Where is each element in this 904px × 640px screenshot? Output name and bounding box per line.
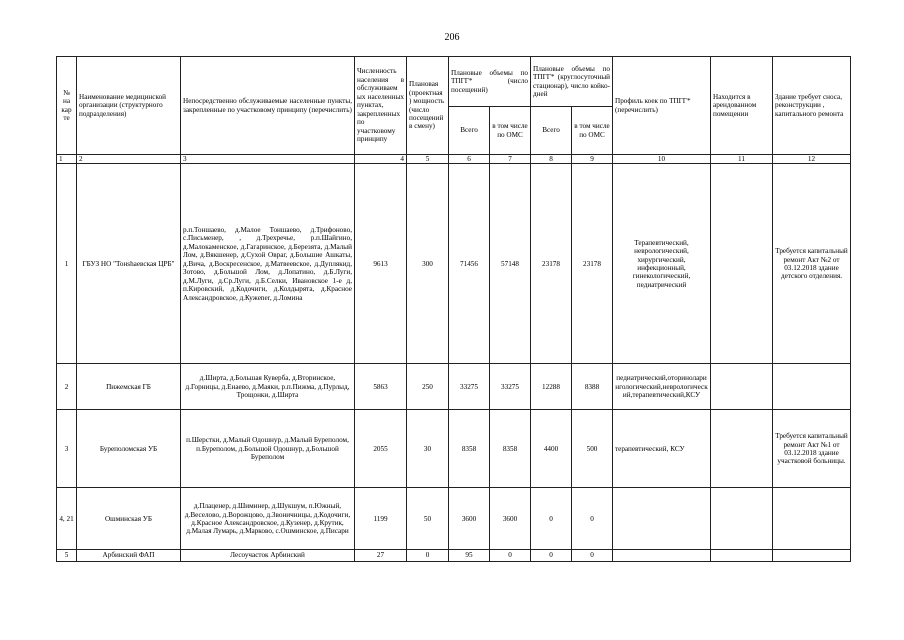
header-amb-total: Всего	[449, 107, 490, 155]
row-amb-oms: 0	[490, 550, 531, 561]
row-org: Арбинский ФАП	[77, 550, 181, 561]
col-number: 6	[449, 155, 490, 164]
column-number-row	[57, 155, 851, 164]
row-repair: Требуется капитальный ремонт Акт №1 от 03.12.2018 здание участковой больницы.	[773, 410, 851, 488]
row-amb-oms: 8358	[490, 410, 531, 488]
header-rented: Находится в арендованном помещении	[711, 57, 773, 155]
row-rented	[711, 550, 773, 561]
row-org: Ошминская УБ	[77, 488, 181, 550]
row-inp-oms: 23178	[572, 164, 613, 364]
row-profile: терапевтический, КСУ	[613, 410, 711, 488]
col-number: 9	[572, 155, 613, 164]
header-num: № на кар те	[57, 57, 77, 155]
header-inpatient-group: Плановые объемы по ТПГГ* (круглосуточный стационар), число койко-дней	[531, 57, 613, 107]
header-profile: Профиль коек по ТПГГ* (перечислить)	[613, 57, 711, 155]
row-inp-total: 12288	[531, 364, 572, 410]
row-points: р.п.Тоншаево, д.Малое Тоншаево, д.Трифоново, с.Письменер, , д.Трехречье, р.п.Шайгино, д.Малокаменское, д.Гагаринское, д.Березята, д.Малый Лом, д.Вякшенер, д.Сухой Овраг, д.Большие Ашкаты, д.Вича, д.Воскресенское, д.Матвеевское, д.Дуплякид, Зотово, д.Большой Лом, д.Лопатино, д.Б.Луги, д.М.Луги, д.Ср.Луги, д.Б.Селки, Ивановское 1-е д, п.Кировский, д.Кодочиги, д.Колдырята, д.Красное Александровское, д.Кужener, д.Ломина	[181, 164, 355, 364]
table-row	[57, 164, 851, 364]
row-repair: Требуется капитальный ремонт Акт №2 от 03.12.2018 здание детского отделения.	[773, 164, 851, 364]
row-inp-total: 0	[531, 550, 572, 561]
row-population: 27	[355, 550, 407, 561]
row-profile	[613, 550, 711, 561]
row-amb-total: 95	[449, 550, 490, 561]
col-number: 2	[77, 155, 181, 164]
row-inp-total: 23178	[531, 164, 572, 364]
row-amb-total: 33275	[449, 364, 490, 410]
header-capacity: Плановая (проектная ) мощность (число посещений в смену)	[407, 57, 449, 155]
row-capacity: 30	[407, 410, 449, 488]
row-points: д.Плаценер, д.Шиминер, д.Шукшум, п.Южный, д.Веселово, д.Ворожцово, д.Звоничницы, д.Кодочиги, д.Красное Александровское, д.Кузенер, д.Крутик, д.Малая Лумарь, д.Марково, с.Ошминское, д.Писари	[181, 488, 355, 550]
row-inp-oms: 0	[572, 488, 613, 550]
row-inp-total: 4400	[531, 410, 572, 488]
row-amb-total: 8358	[449, 410, 490, 488]
row-org: Пижемская ГБ	[77, 364, 181, 410]
row-population: 1199	[355, 488, 407, 550]
row-population: 5863	[355, 364, 407, 410]
row-points: д.Ширта, д.Большая Куверба, д.Вторинское, д.Горницы, д.Енаево, д.Маяки, р.п.Пижма, д.Пурлыд, Трощонки, д.Ширта	[181, 364, 355, 410]
row-repair	[773, 364, 851, 410]
row-capacity: 50	[407, 488, 449, 550]
row-org: ГБУЗ НО "Тонshaевская ЦРБ"	[77, 164, 181, 364]
row-points: Лесоучасток Арбинский	[181, 550, 355, 561]
row-num: 4, 21	[57, 488, 77, 550]
col-number: 5	[407, 155, 449, 164]
header-row-1	[57, 57, 851, 107]
col-number: 10	[613, 155, 711, 164]
header-inp-total: Всего	[531, 107, 572, 155]
header-amb-oms: в том числе по ОМС	[490, 107, 531, 155]
row-inp-oms: 0	[572, 550, 613, 561]
row-points: п.Шерстки, д.Малый Одошнур, д.Малый Буреполом, п.Буреполом, д.Большой Одошнур, д.Большой Буреполом	[181, 410, 355, 488]
row-inp-total: 0	[531, 488, 572, 550]
header-population: Численность населения в обслуживаем ых населенных пунктах, закрепленных по участковому принципу	[355, 57, 407, 155]
row-repair	[773, 550, 851, 561]
table-row	[57, 488, 851, 550]
page-number: 206	[444, 32, 460, 43]
row-population: 9613	[355, 164, 407, 364]
col-number: 12	[773, 155, 851, 164]
row-capacity: 300	[407, 164, 449, 364]
row-num: 2	[57, 364, 77, 410]
row-amb-total: 71456	[449, 164, 490, 364]
row-num: 3	[57, 410, 77, 488]
col-number: 3	[181, 155, 355, 164]
row-rented	[711, 164, 773, 364]
row-amb-oms: 33275	[490, 364, 531, 410]
header-ambulatory-group: Плановые объемы по ТПГГ* (число посещений)	[449, 57, 531, 107]
header-org: Наименование медицинской организации (структурного подразделения)	[77, 57, 181, 155]
row-rented	[711, 364, 773, 410]
row-profile	[613, 488, 711, 550]
row-org: Буреполомская УБ	[77, 410, 181, 488]
facilities-table	[56, 56, 851, 562]
table-row	[57, 364, 851, 410]
col-number: 1	[57, 155, 77, 164]
header-repair: Здание требует сноса, реконструкции , капитального ремонта	[773, 57, 851, 155]
row-amb-total: 3600	[449, 488, 490, 550]
header-inp-oms: в том числе по ОМС	[572, 107, 613, 155]
col-number: 7	[490, 155, 531, 164]
row-num: 1	[57, 164, 77, 364]
row-profile: педиатрический,оториноларингологический,неврологический,терапевтический,КСУ	[613, 364, 711, 410]
row-capacity: 0	[407, 550, 449, 561]
col-number: 4	[355, 155, 407, 164]
row-inp-oms: 8388	[572, 364, 613, 410]
row-amb-oms: 3600	[490, 488, 531, 550]
col-number: 11	[711, 155, 773, 164]
row-amb-oms: 57148	[490, 164, 531, 364]
row-repair	[773, 488, 851, 550]
row-rented	[711, 488, 773, 550]
row-capacity: 250	[407, 364, 449, 410]
row-num: 5	[57, 550, 77, 561]
row-profile: Терапевтический, неврологический, хирургический, инфекционный, гинекологический, педиатрический	[613, 164, 711, 364]
table-row	[57, 410, 851, 488]
row-population: 2055	[355, 410, 407, 488]
row-inp-oms: 500	[572, 410, 613, 488]
row-rented	[711, 410, 773, 488]
table-row	[57, 550, 851, 561]
col-number: 8	[531, 155, 572, 164]
header-points: Непосредственно обслуживаемые населенные пункты, закрепленные по участковому принципу (перечислить)	[181, 57, 355, 155]
